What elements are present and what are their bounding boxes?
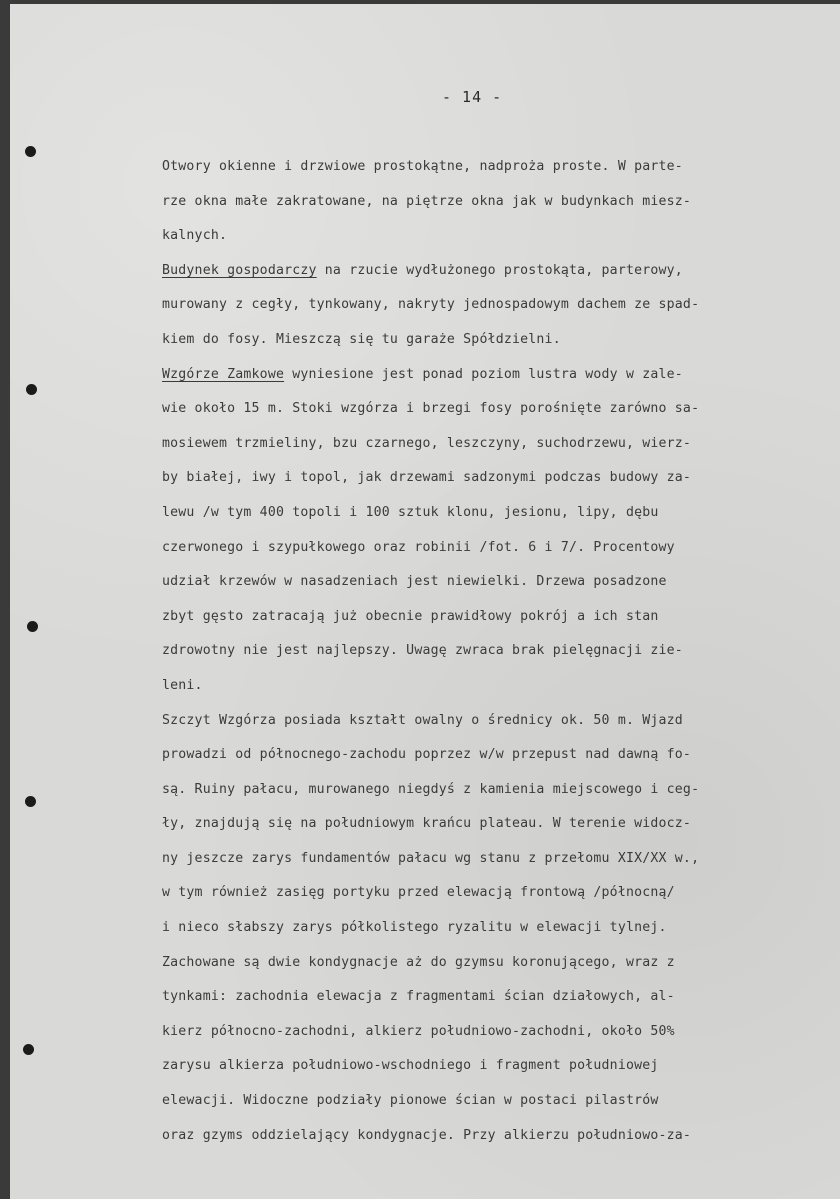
line-text: ły, znajdują się na południowym krańcu plateau. W terenie widocz-: [162, 816, 692, 832]
line-text: kiem do fosy. Mieszczą się tu garaże Spółdzielni.: [162, 331, 561, 347]
text-line: [162, 946, 840, 981]
text-line: [162, 150, 840, 185]
line-text: by białej, iwy i topol, jak drzewami sadzonymi podczas budowy za-: [162, 470, 692, 486]
line-text: czerwonego i szypułkowego oraz robinii /fot. 6 i 7/. Procentowy: [162, 539, 675, 555]
text-line: [162, 392, 840, 427]
line-text: prowadzi od północnego-zachodu poprzez w/w przepust nad dawną fo-: [162, 747, 692, 763]
text-line: [162, 842, 840, 877]
body-text: [162, 150, 840, 1153]
text-line: [162, 254, 840, 289]
line-text: kalnych.: [162, 228, 228, 244]
line-text: elewacji. Widoczne podziały pionowe ścian w postaci pilastrów: [162, 1093, 659, 1109]
text-line: [162, 185, 840, 220]
text-line: [162, 1119, 840, 1154]
line-text: zbyt gęsto zatracają już obecnie prawidłowy pokrój a ich stan: [162, 608, 659, 624]
line-text: mosiewem trzmieliny, bzu czarnego, leszczyny, suchodrzewu, wierz-: [162, 435, 692, 451]
line-text: są. Ruiny pałacu, murowanego niegdyś z kamienia miejscowego i ceg-: [162, 781, 700, 797]
text-line: [162, 219, 840, 254]
text-line: [162, 634, 840, 669]
line-text: zdrowotny nie jest najlepszy. Uwagę zwraca brak pielęgnacji zie-: [162, 643, 683, 659]
text-line: [162, 461, 840, 496]
line-text: zarysu alkierza południowo-wschodniego i fragment południowej: [162, 1058, 659, 1074]
text-line: [162, 704, 840, 739]
line-text: leni.: [162, 677, 203, 693]
line-text: wyniesione jest ponad poziom lustra wody w zale-: [284, 366, 683, 382]
punch-hole: [26, 384, 37, 395]
text-line: [162, 876, 840, 911]
line-text: Szczyt Wzgórza posiada kształt owalny o średnicy ok. 50 m. Wjazd: [162, 712, 683, 728]
line-text: w tym również zasięg portyku przed elewacją frontową /północną/: [162, 885, 675, 901]
page-number: - 14 -: [442, 88, 503, 106]
punch-hole: [23, 1044, 34, 1055]
line-text: kierz północno-zachodni, alkierz południowo-zachodni, około 50%: [162, 1023, 675, 1039]
text-line: [162, 1015, 840, 1050]
line-text: Zachowane są dwie kondygnacje aż do gzymsu koronującego, wraz z: [162, 954, 675, 970]
line-text: udział krzewów w nasadzeniach jest niewielki. Drzewa posadzone: [162, 574, 667, 590]
line-text: lewu /w tym 400 topoli i 100 sztuk klonu, jesionu, lipy, dębu: [162, 504, 659, 520]
punch-hole: [25, 146, 36, 157]
section-heading: Wzgórze Zamkowe: [162, 366, 285, 382]
text-line: [162, 911, 840, 946]
text-line: [162, 427, 840, 462]
punch-hole: [25, 796, 36, 807]
text-line: [162, 565, 840, 600]
text-line: [162, 773, 840, 808]
section-heading: Budynek gospodarczy: [162, 262, 317, 278]
line-text: i nieco słabszy zarys półkolistego ryzalitu w elewacji tylnej.: [162, 920, 667, 936]
text-line: [162, 358, 840, 393]
text-line: [162, 323, 840, 358]
text-line: [162, 738, 840, 773]
text-line: [162, 288, 840, 323]
text-line: [162, 807, 840, 842]
line-text: Otwory okienne i drzwiowe prostokątne, nadproża proste. W parte-: [162, 159, 683, 174]
document-page: [10, 4, 840, 1199]
punch-hole: [27, 621, 38, 632]
line-text: murowany z cegły, tynkowany, nakryty jednospadowym dachem ze spad-: [162, 297, 700, 313]
text-line: [162, 600, 840, 635]
text-line: [162, 496, 840, 531]
line-text: oraz gzyms oddzielający kondygnacje. Przy alkierzu południowo-za-: [162, 1127, 692, 1143]
line-text: tynkami: zachodnia elewacja z fragmentami ścian działowych, al-: [162, 989, 675, 1005]
line-text: rze okna małe zakratowane, na piętrze okna jak w budynkach miesz-: [162, 193, 692, 209]
text-line: [162, 1049, 840, 1084]
line-text: wie około 15 m. Stoki wzgórza i brzegi fosy porośnięte zarówno sa-: [162, 401, 700, 417]
text-line: [162, 980, 840, 1015]
text-line: [162, 1084, 840, 1119]
text-line: [162, 669, 840, 704]
line-text: ny jeszcze zarys fundamentów pałacu wg stanu z przełomu XIX/XX w.,: [162, 850, 700, 866]
line-text: na rzucie wydłużonego prostokąta, parterowy,: [316, 262, 683, 278]
text-line: [162, 531, 840, 566]
